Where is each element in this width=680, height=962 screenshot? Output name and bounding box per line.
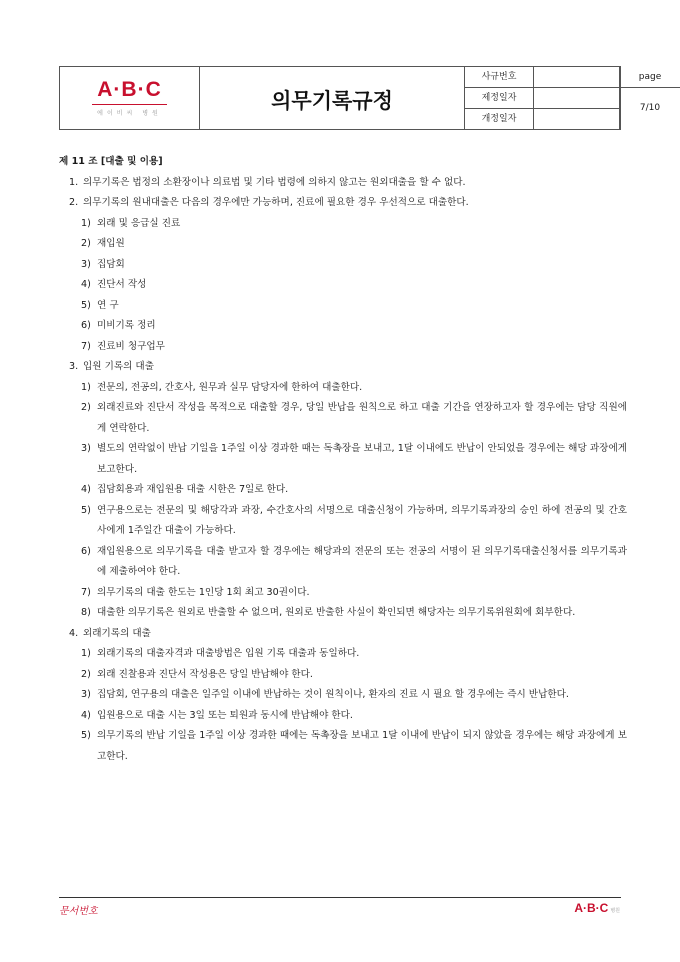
sub-item [59,644,627,665]
sub-item-text: 대출한 의무기록은 원외로 반출할 수 없으며, 원외로 반출한 사실이 확인되면 해당자는 의무기록위원회에 회부한다. [97,607,576,618]
sub-item [59,583,627,604]
sub-item-text: 집담회 [97,258,125,270]
sub-item-text: 집담회용과 재입원용 대출 시한은 7일로 한다. [97,484,289,495]
sub-item-number: 7) [81,340,91,352]
sub-item-number: 1) [81,381,91,393]
clause-text: 의무기록은 법정의 소환장이나 의료법 및 기타 법령에 의하지 않고는 원외대출을 할 수 없다. [83,176,466,188]
clause [59,193,627,214]
sub-item [59,275,627,296]
sub-item-number: 4) [81,279,91,290]
sub-item-text: 연 구 [97,299,119,311]
sub-item-number: 2) [81,238,91,249]
sub-item [59,439,627,480]
sub-item [59,542,627,583]
sub-item [59,726,627,767]
sub-item-text: 의무기록의 반납 기일을 1주일 이상 경과한 때에는 독촉장을 보내고 1달 이내에 반납이 되지 않았을 경우에는 해당 과장에게 보고한다. [97,730,627,762]
document-body [59,152,627,767]
sub-item [59,296,627,317]
sub-item [59,480,627,501]
footer-logo [574,901,620,915]
clause-text: 입원 기록의 대출 [83,361,154,372]
enactment-date-value [534,88,620,109]
sub-item-text: 진단서 작성 [97,279,147,290]
sub-item-text: 재입원 [97,238,125,249]
clause-text: 의무기록의 원내대출은 다음의 경우에만 가능하며, 진료에 필요한 경우 우선적으로 대출한다. [83,197,469,208]
sub-item-number: 5) [81,299,91,311]
sub-item-number: 2) [81,402,91,413]
sub-item-number: 3) [81,689,91,700]
footer-logo-subtext: 병원 [610,908,620,914]
sub-item [59,665,627,686]
sub-item-number: 4) [81,484,91,495]
sub-item-number: 1) [81,217,91,229]
sub-item-number: 5) [81,730,91,741]
sub-item-text: 외래기록의 대출자격과 대출방법은 입원 기록 대출과 동일하다. [97,648,360,659]
document-title: 의무기록규정 [271,89,393,113]
sub-item-text: 연구용으로는 전문의 및 해당각과 과장, 수간호사의 서명으로 대출신청이 가능하며, 의무기록과장의 승인 하에 전공의 및 간호사에게 1주일간 대출이 가능하다. [97,504,627,536]
sub-item-text: 진료비 청구업무 [97,340,165,352]
sub-item-number: 4) [81,709,91,721]
sub-item [59,706,627,727]
article-heading: 제 11 조 [대출 및 이용] [59,156,163,167]
sub-item [59,398,627,439]
hospital-logo [60,67,200,129]
revision-date-value [534,109,620,129]
sub-item-number: 6) [81,545,91,557]
page-number: 7/10 [639,103,661,113]
sub-item [59,234,627,255]
footer-divider [59,897,621,898]
sub-item-text: 미비기록 정리 [97,320,156,331]
sub-item [59,316,627,337]
document-header [59,66,662,130]
sub-item [59,603,627,624]
clause [59,357,627,378]
sub-item-number: 6) [81,320,91,331]
sub-item [59,255,627,276]
clause-number: 2. [69,197,79,208]
sub-item-number: 8) [81,607,91,618]
clause [59,624,627,645]
sub-item-text: 재입원용으로 의무기록을 대출 받고자 할 경우에는 해당과의 전문의 또는 전공의 서명이 된 의무기록대출신청서를 의무기록과에 제출하여야 한다. [97,545,627,577]
page-label: page [620,67,680,88]
sub-item-number: 5) [81,504,91,516]
sub-item [59,685,627,706]
sub-item-number: 1) [81,648,91,659]
regulation-number-label: 사규번호 [465,67,534,88]
sub-item-text: 외래진료와 진단서 작성을 목적으로 대출할 경우, 당일 반납을 원칙으로 하고 대출 기간을 연장하고자 할 경우에는 담당 직원에게 연락한다. [97,402,627,434]
logo-text: A·B·C [97,78,162,101]
sub-item-number: 3) [81,258,91,270]
sub-item-text: 입원용으로 대출 시는 3일 또는 퇴원과 동시에 반납해야 한다. [97,709,353,721]
sub-item-text: 의무기록의 대출 한도는 1인당 1회 최고 30권이다. [97,586,310,598]
clause-number: 4. [69,627,79,639]
enactment-date-label: 제정일자 [465,88,534,109]
sub-item-number: 2) [81,668,91,680]
clause-number: 1. [69,176,79,188]
logo-underline [92,104,167,105]
sub-item-text: 외래 및 응급실 진료 [97,217,181,229]
revision-date-label: 개정일자 [465,109,534,129]
clause [59,173,627,194]
footer-logo-text: A·B·C [574,901,609,915]
sub-item [59,378,627,399]
sub-item [59,214,627,235]
sub-item-text: 외래 진찰용과 진단서 작성용은 당일 반납해야 한다. [97,668,313,680]
sub-item-number: 3) [81,443,91,454]
sub-item-number: 7) [81,586,91,598]
clause-text: 외래기록의 대출 [83,627,151,639]
sub-item [59,501,627,542]
sub-item-text: 전문의, 전공의, 간호사, 원무과 실무 담당자에 한하여 대출한다. [97,381,363,393]
title-cell [200,67,465,129]
regulation-number-value [534,67,620,88]
document-number-label: 문서번호 [59,906,98,917]
clause-number: 3. [69,361,79,372]
logo-subtext: 에이비씨 병원 [97,110,162,117]
sub-item-text: 별도의 연락없이 반납 기일을 1주일 이상 경과한 때는 독촉장을 보내고, 1달 이내에도 반납이 안되었을 경우에는 해당 과장에게 보고한다. [97,443,627,475]
sub-item [59,337,627,358]
sub-item-text: 집담회, 연구용의 대출은 일주일 이내에 반납하는 것이 원칙이나, 환자의 진료 시 필요 할 경우에는 즉시 반납한다. [97,689,569,700]
